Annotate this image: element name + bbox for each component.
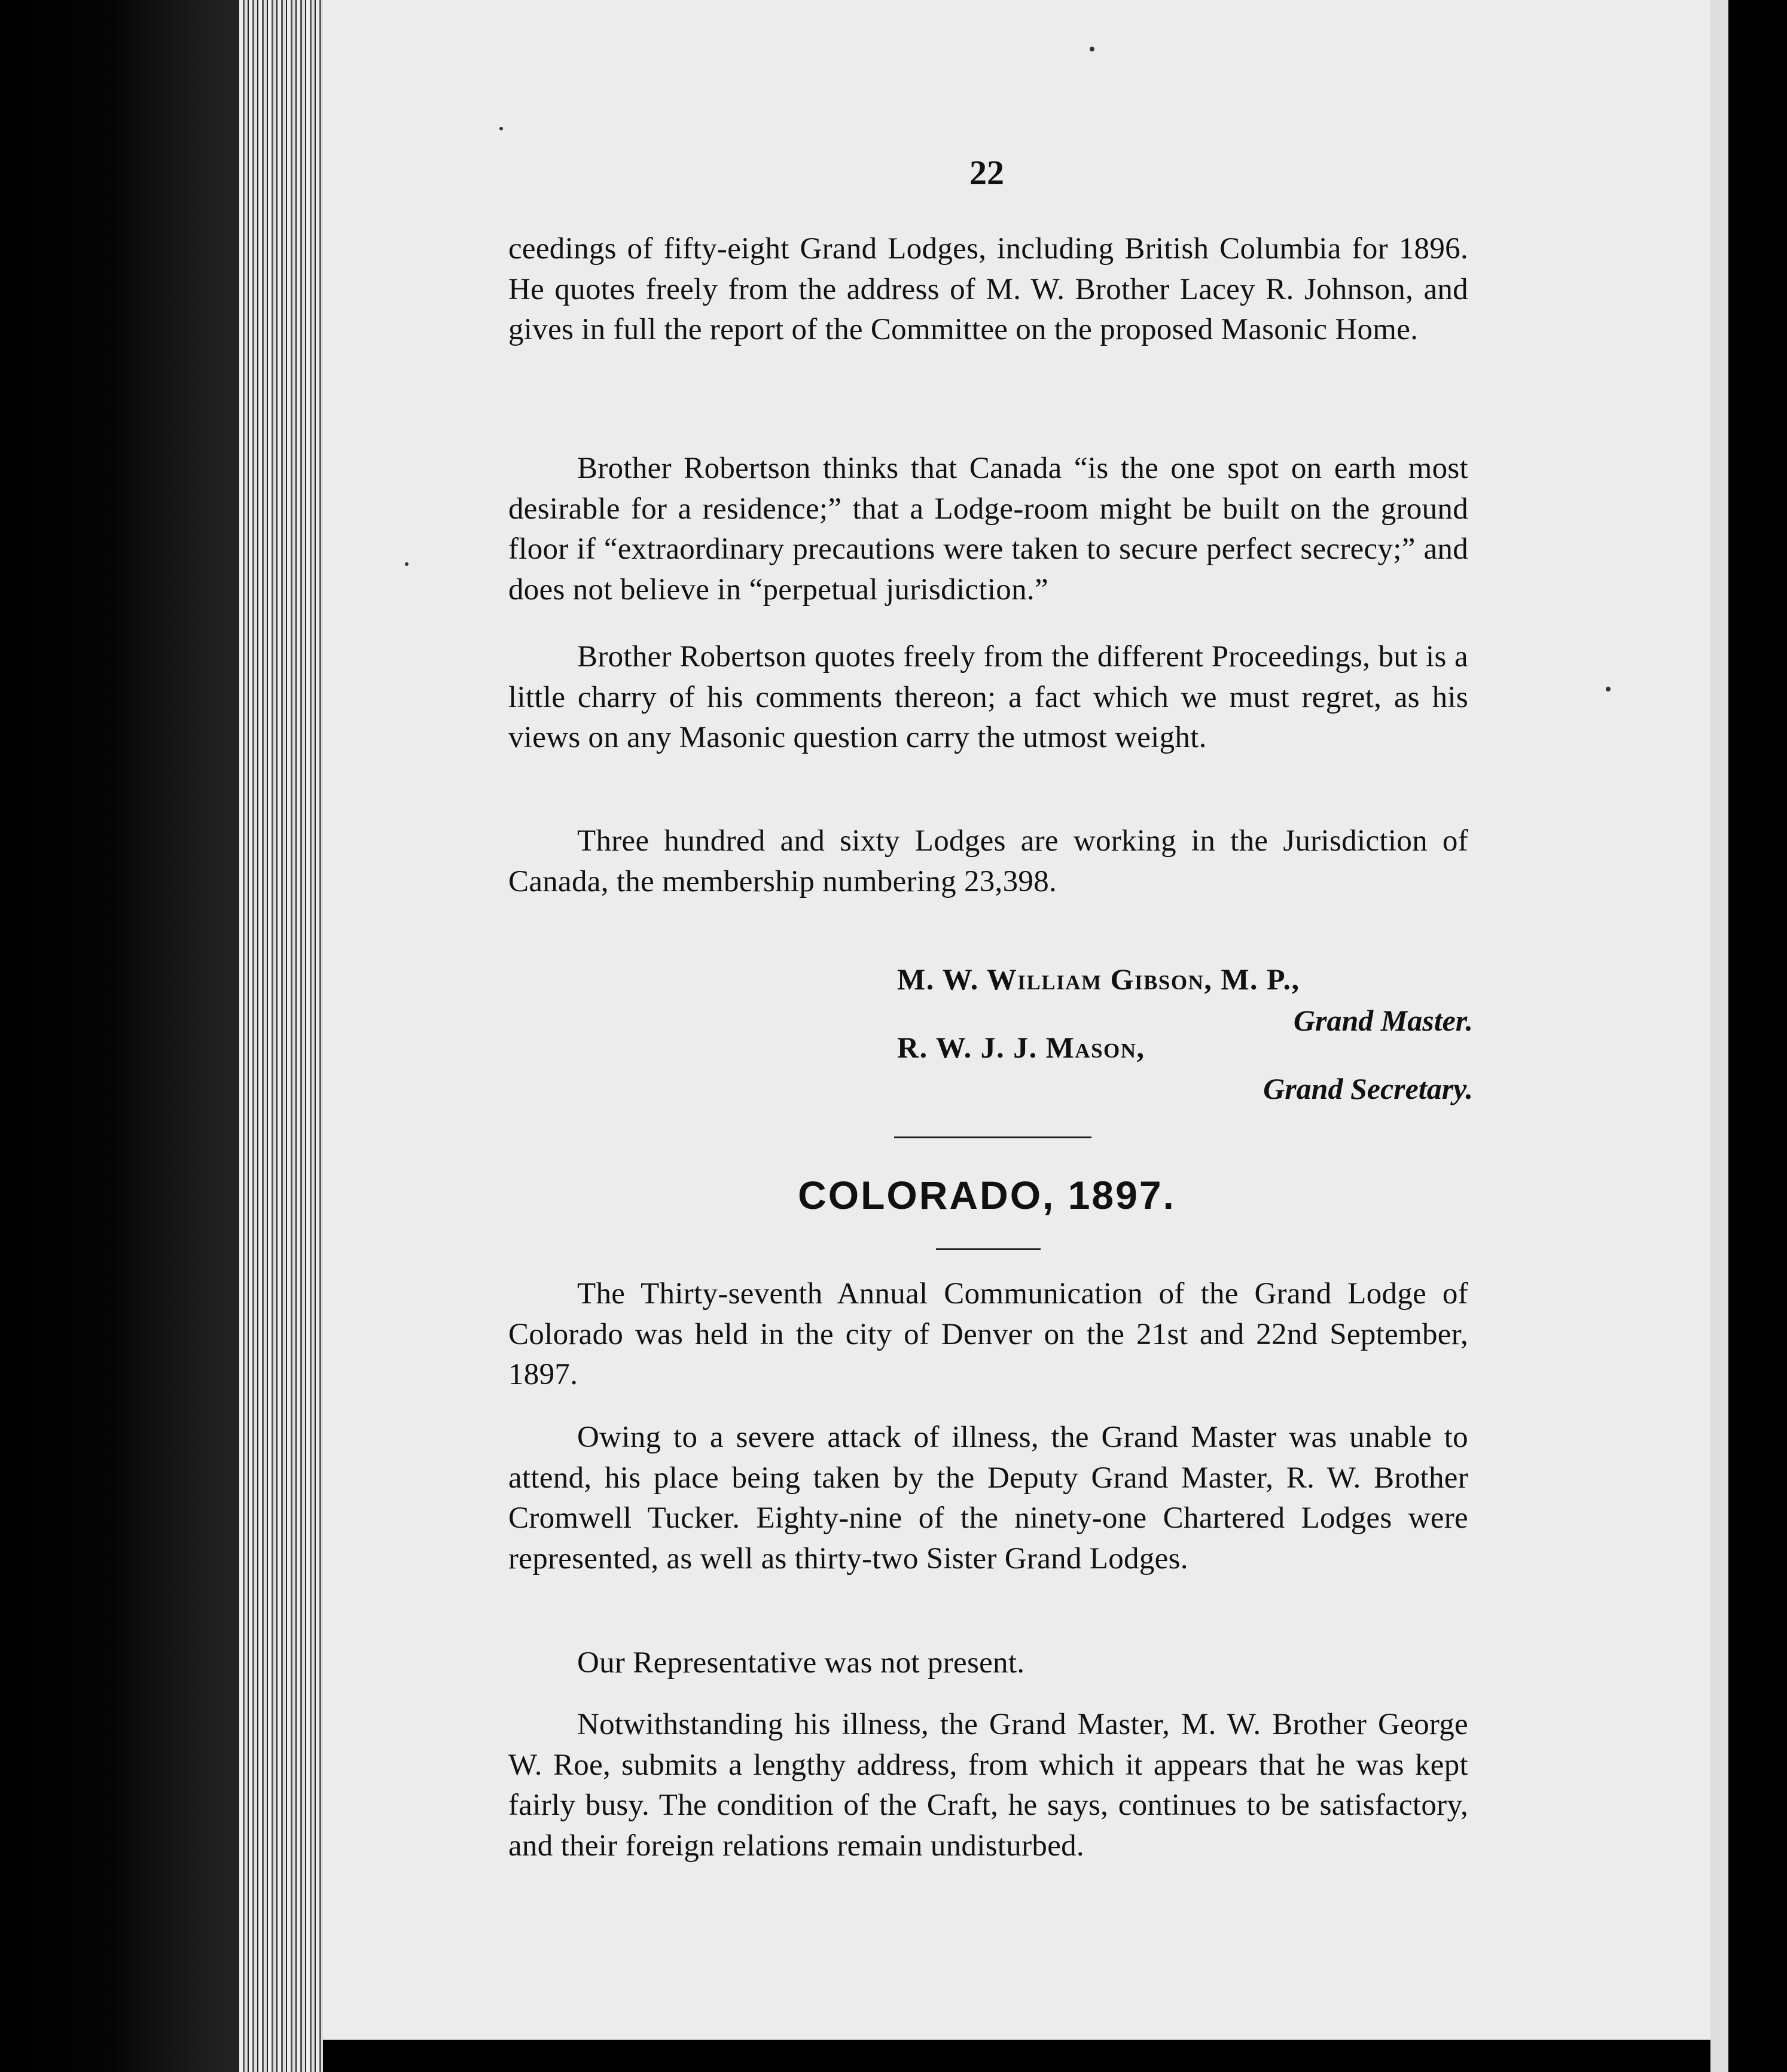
- paragraph-text: The Thirty-seventh Annual Communication of the Grand Lodge of Colorado was held in the city of Denver on the 21st and 22nd September, 1897.: [508, 1277, 1468, 1391]
- paragraph-text: Three hundred and sixty Lodges are working in the Jurisdiction of Canada, the membership numbering 23,398.: [508, 824, 1468, 898]
- scan-speck: [405, 562, 408, 566]
- paragraph-text: Our Representative was not present.: [577, 1646, 1025, 1680]
- paragraph-address: [508, 1705, 1468, 1866]
- paragraph-robertson-quotes: [508, 637, 1468, 758]
- paragraph-text: Notwithstanding his illness, the Grand Master, M. W. Brother George W. Roe, submits a lengthy address, from which it appears that he was kept fairly busy. The condition of the Craft, he says, continues to be satisfactory, and their foreign relations remain undisturbed.: [508, 1708, 1468, 1863]
- paragraph-text: Brother Robertson thinks that Canada “is the one spot on earth most desirable for a residence;” that a Lodge-room might be built on the ground floor if “extraordinary precautions were taken to secure perfect secrecy;” and does not believe in “perpetual jurisdiction.”: [508, 452, 1468, 607]
- paragraph-text: ceedings of fifty-eight Grand Lodges, including British Columbia for 1896. He quotes freely from the address of M. W. Brother Lacey R. Johnson, and gives in full the report of the Committee on the proposed Masonic Home.: [508, 232, 1468, 346]
- bottom-page-edge: [323, 2040, 1710, 2072]
- paragraph-annual-communication: [508, 1274, 1468, 1395]
- scan-speck: [1606, 687, 1611, 691]
- section-divider-bottom: [936, 1248, 1041, 1250]
- signature-grand-master-name: M. W. William Gibson, M. P.,: [897, 962, 1300, 996]
- page-number: 22: [969, 153, 1004, 192]
- section-heading: COLORADO, 1897.: [798, 1173, 1176, 1217]
- right-page-edge: [1710, 0, 1787, 2072]
- paragraph-continuation: [508, 229, 1468, 351]
- page-edges: [239, 0, 323, 2072]
- book-spine: [0, 0, 272, 2072]
- paragraph-lodges-count: [508, 821, 1468, 902]
- paragraph-text: Brother Robertson quotes freely from the different Proceedings, but is a little charry of his comments thereon; a fact which we must regret, as his views on any Masonic question carry the utmost weight.: [508, 640, 1468, 754]
- paragraph-representative: [508, 1643, 1468, 1684]
- signature-grand-master-title: Grand Master.: [1293, 1004, 1473, 1037]
- scan-speck: [499, 127, 503, 130]
- scan-speck: [1090, 47, 1094, 51]
- paragraph-text: Owing to a severe attack of illness, the Grand Master was unable to attend, his place being taken by the Deputy Grand Master, R. W. Brother Cromwell Tucker. Eighty-nine of the ninety-one Chartered Lodges were represented, as well as thirty-two Sister Grand Lodges.: [508, 1421, 1468, 1576]
- right-edge-strip: [1710, 0, 1728, 2072]
- section-divider-top: [894, 1136, 1091, 1138]
- paragraph-illness: [508, 1418, 1468, 1579]
- paragraph-robertson-canada: [508, 449, 1468, 610]
- signature-grand-secretary-title: Grand Secretary.: [1263, 1072, 1473, 1105]
- signature-grand-secretary-name: R. W. J. J. Mason,: [897, 1031, 1145, 1064]
